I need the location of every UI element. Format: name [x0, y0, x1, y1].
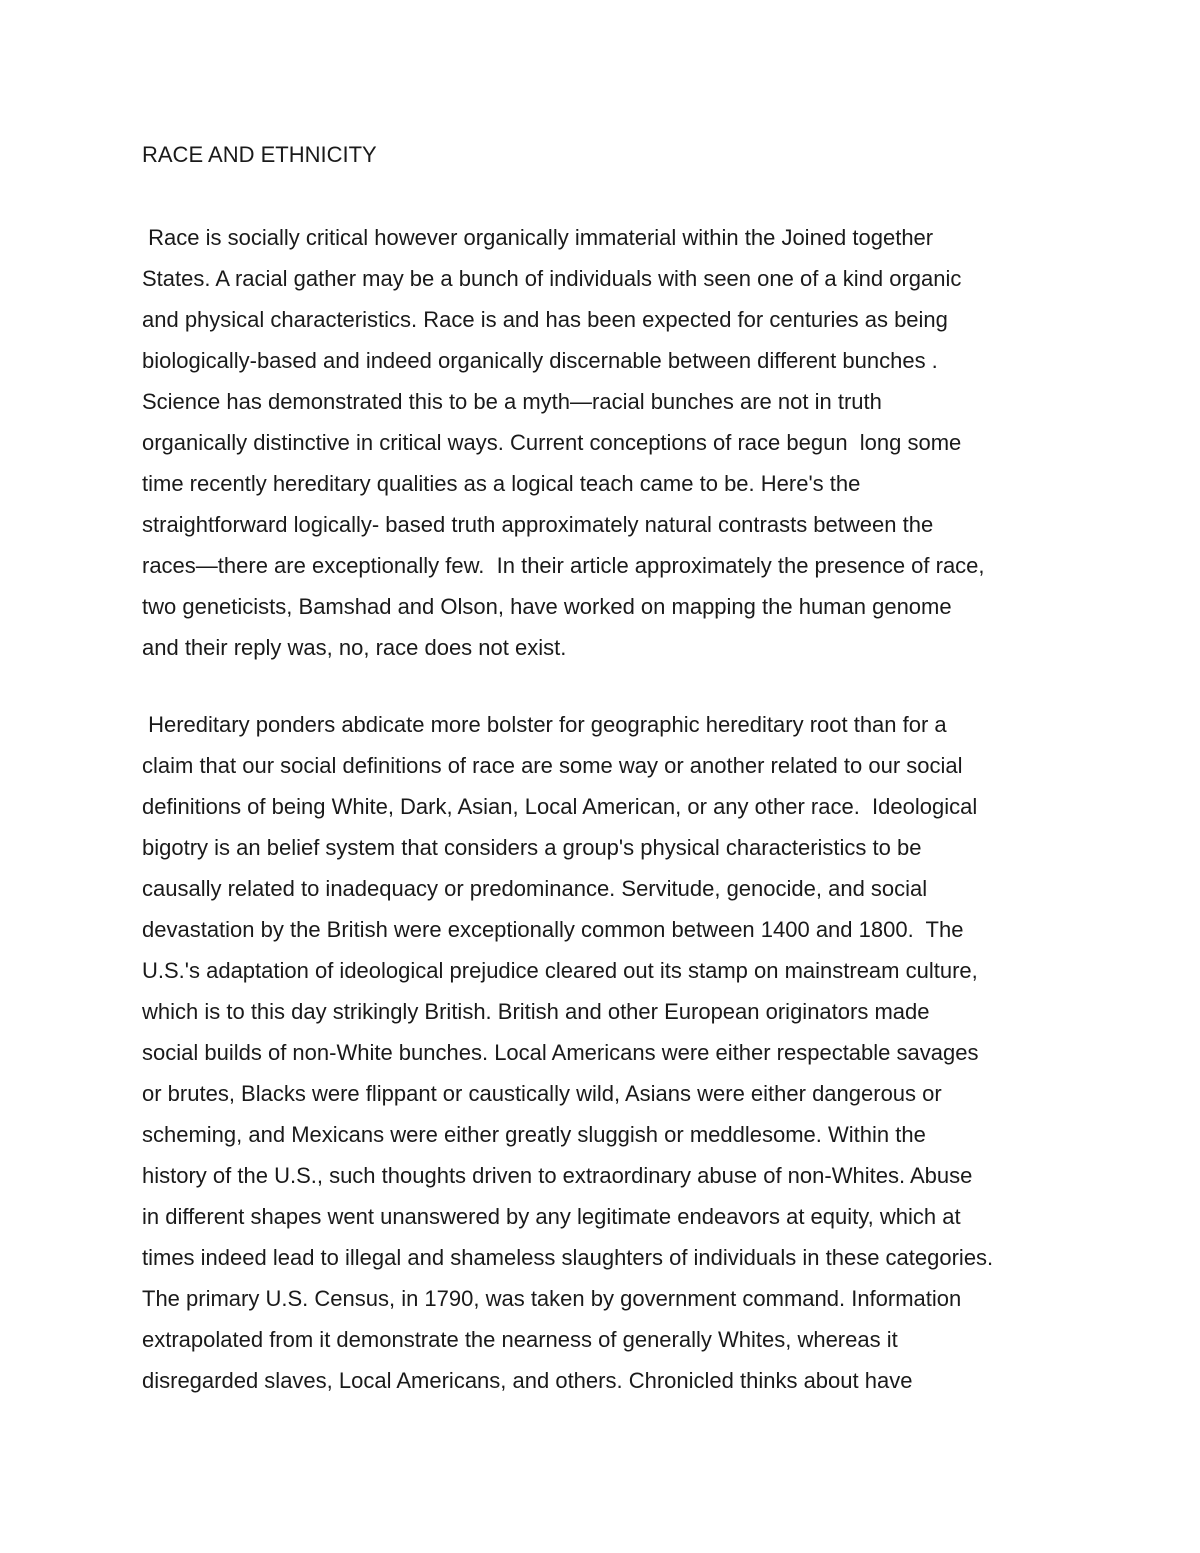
- text-line: Hereditary ponders abdicate more bolster for geographic hereditary root than for a: [142, 712, 947, 737]
- text-line: devastation by the British were exceptionally common between 1400 and 1800. The: [142, 917, 964, 942]
- text-line: U.S.'s adaptation of ideological prejudice cleared out its stamp on mainstream culture,: [142, 958, 978, 983]
- text-line: scheming, and Mexicans were either greatly sluggish or meddlesome. Within the: [142, 1122, 926, 1147]
- text-line: or brutes, Blacks were flippant or caustically wild, Asians were either dangerous or: [142, 1081, 942, 1106]
- text-line: bigotry is an belief system that considers a group's physical characteristics to be: [142, 835, 922, 860]
- text-line: and physical characteristics. Race is and has been expected for centuries as being: [142, 307, 948, 332]
- text-line: disregarded slaves, Local Americans, and others. Chronicled thinks about have: [142, 1368, 913, 1393]
- text-line: biologically-based and indeed organically discernable between different bunches .: [142, 348, 938, 373]
- text-line: causally related to inadequacy or predominance. Servitude, genocide, and social: [142, 876, 928, 901]
- text-line: social builds of non-White bunches. Local Americans were either respectable savages: [142, 1040, 979, 1065]
- text-line: races—there are exceptionally few. In their article approximately the presence of race,: [142, 553, 985, 578]
- text-line: extrapolated from it demonstrate the nearness of generally Whites, whereas it: [142, 1327, 898, 1352]
- document-title: RACE AND ETHNICITY: [142, 142, 377, 167]
- paragraph-1: [142, 223, 1072, 674]
- text-line: times indeed lead to illegal and shameless slaughters of individuals in these categories.: [142, 1245, 994, 1270]
- text-line: straightforward logically- based truth approximately natural contrasts between the: [142, 512, 934, 537]
- text-line: in different shapes went unanswered by any legitimate endeavors at equity, which at: [142, 1204, 961, 1229]
- text-line: which is to this day strikingly British. British and other European originators made: [142, 999, 930, 1024]
- text-line: Science has demonstrated this to be a myth—racial bunches are not in truth: [142, 389, 882, 414]
- text-line: claim that our social definitions of race are some way or another related to our social: [142, 753, 963, 778]
- text-line: Race is socially critical however organically immaterial within the Joined together: [142, 225, 934, 250]
- text-line: and their reply was, no, race does not exist.: [142, 635, 567, 660]
- text-line: organically distinctive in critical ways. Current conceptions of race begun long some: [142, 430, 962, 455]
- text-line: history of the U.S., such thoughts driven to extraordinary abuse of non-Whites. Abuse: [142, 1163, 973, 1188]
- text-line: time recently hereditary qualities as a logical teach came to be. Here's the: [142, 471, 861, 496]
- text-line: The primary U.S. Census, in 1790, was taken by government command. Information: [142, 1286, 962, 1311]
- text-line: States. A racial gather may be a bunch of individuals with seen one of a kind organic: [142, 266, 962, 291]
- text-line: two geneticists, Bamshad and Olson, have worked on mapping the human genome: [142, 594, 952, 619]
- paragraph-2: [142, 710, 1072, 1407]
- text-line: definitions of being White, Dark, Asian, Local American, or any other race. Ideological: [142, 794, 978, 819]
